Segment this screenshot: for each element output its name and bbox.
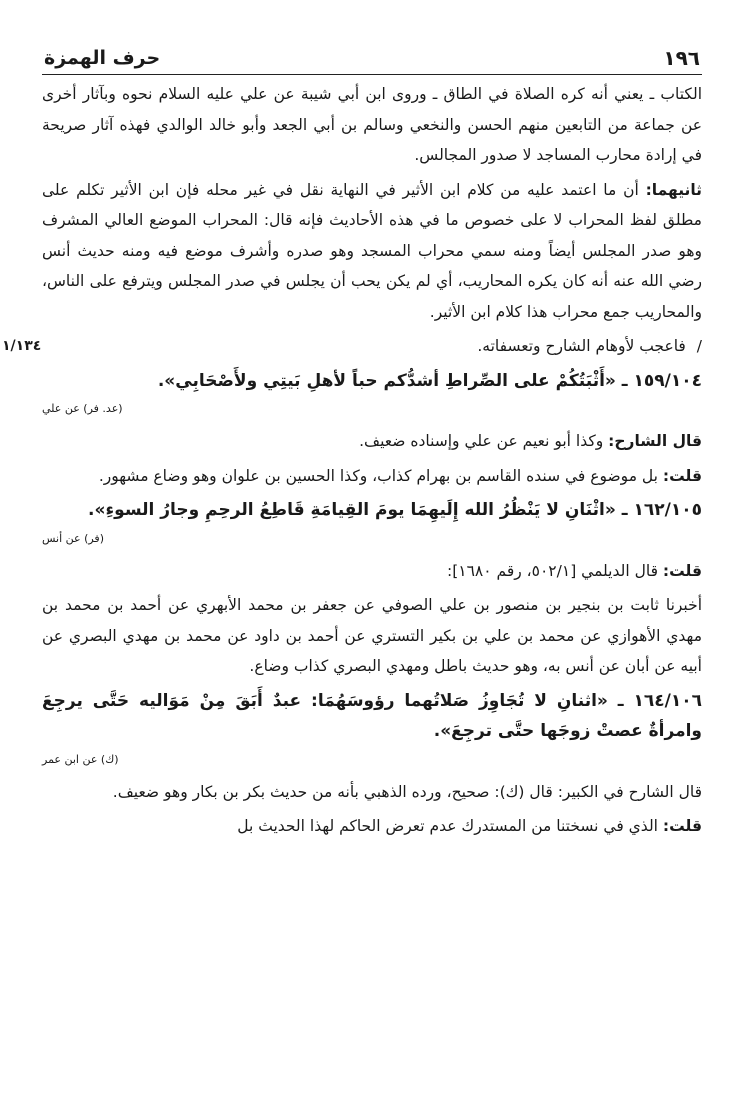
book-page [2, 42, 702, 1082]
hadith-105-source: (فر) عن أنس [42, 531, 104, 545]
line-lead: قال الشارح: [608, 432, 702, 450]
line-text: الذي في نسختنا من المستدرك عدم تعرض الحاكم لهذا الحديث بل [237, 817, 663, 835]
line-text: بل موضوع في سنده القاسم بن بهرام كذاب، وكذا الحسين بن علوان وهو وضاع مشهور. [98, 466, 663, 485]
paragraph-1: الكتاب ـ يعني أنه كره الصلاة في الطاق ـ وروى ابن أبي شيبة عن علي عليه السلام نحوه وبآثار أخرى عن جماعة من التابعين منهم الحسن والنخعي وسالم بن أبي الجعد وأبو خالد الوالدي فهذه آثار صريحة في إرادة محارب المساجد لا صدور المجالس. [42, 85, 702, 164]
line-text: وكذا أبو نعيم عن علي وإسناده ضعيف. [359, 432, 609, 450]
paragraph-3 [2, 331, 702, 362]
line-lead: قلت: [662, 561, 702, 580]
entry-104-line-2 [42, 461, 702, 492]
hadith-105: ١٦٢/١٠٥ ـ «اثْنَانِ لا يَنْظُرُ الله إِلَيهِمَا يومَ القِيامَةِ قَاطِعُ الرحِمِ وجارُ السوءِ». [88, 500, 702, 520]
paragraph-2-lead: ثانيهما: [645, 180, 702, 199]
chapter-title: حرف الهمزة [44, 47, 161, 69]
line-lead: قلت: [662, 466, 702, 485]
line-text: أخبرنا ثابت بن بنجير بن منصور بن علي الصوفي عن جعفر بن محمد الأبهري عن أحمد بن محمد بن مهدي الأهوازي عن محمد بن علي بن بكير التستري عن أحمد بن داود عن محمد بن مهدي البصري عن أبيه عن أبان عن أنس به، وهو حديث باطل ومهدي البصري كذاب وضاع. [42, 596, 702, 675]
page-number: ١٩٦ [663, 46, 700, 70]
margin-reference: ١/١٣٤ [2, 338, 42, 354]
hadith-104-source: (عد. فر) عن علي [42, 402, 123, 415]
line-lead: قلت: [662, 817, 702, 835]
page-body [2, 75, 702, 842]
paragraph-3-text: فاعجب لأوهام الشارح وتعسفاته. [477, 337, 686, 355]
page-header [42, 42, 702, 75]
paragraph-2 [42, 175, 702, 328]
paragraph-2-text: أن ما اعتمد عليه من كلام ابن الأثير في النهاية نقل في غير محله فإن ابن الأثير تكلم على مطلق لفظ المحراب لا على خصوص ما في هذه الأحاديث فإنه قال: المحراب الموضع العالي المشرف وهو صدر المجلس أيضاً ومنه سمي محراب المسجد وهو صدره وأشرف موضع فيه ومنه حديث أنس رضي الله عنه أنه كان يكره المحاريب، أي لم يكن يحب أن يجلس في صدر المجلس ويترفع على الناس، والمحاريب جمع محراب هذا كلام ابن الأثير. [42, 180, 702, 321]
line-text: قال الشارح في الكبير: قال (ك): صحيح، ورده الذهبي بأنه من حديث بكر بن بكار وهو ضعيف. [112, 782, 702, 801]
line-text: قال الديلمي [٥٠٢/١، رقم ١٦٨٠]: [446, 561, 663, 580]
entry-106-line-2 [42, 811, 702, 842]
entry-104-line-1 [42, 426, 702, 457]
hadith-106-source: (ك) عن ابن عمر [42, 752, 119, 766]
entry-106-line-1 [42, 777, 702, 808]
hadith-106: ١٦٤/١٠٦ ـ «اثنانِ لا تُجَاوِزُ صَلاتُهما رؤوسَهُمَا: عبدٌ أَبَقَ مِنْ مَوَاليه حَتَّى يرجِعَ وامرأةٌ عصتْ زوجَها حتَّى ترجِعَ». [42, 690, 702, 741]
entry-105-line-1 [42, 556, 702, 587]
entry-105-line-2 [42, 590, 702, 682]
hadith-104: ١٥٩/١٠٤ ـ «أَثْبَتُكُمْ على الصِّراطِ أشدُّكم حباً لأهلِ بَيتِي ولأَصْحَابِي». [157, 370, 702, 391]
slash-mark: / [696, 337, 702, 355]
